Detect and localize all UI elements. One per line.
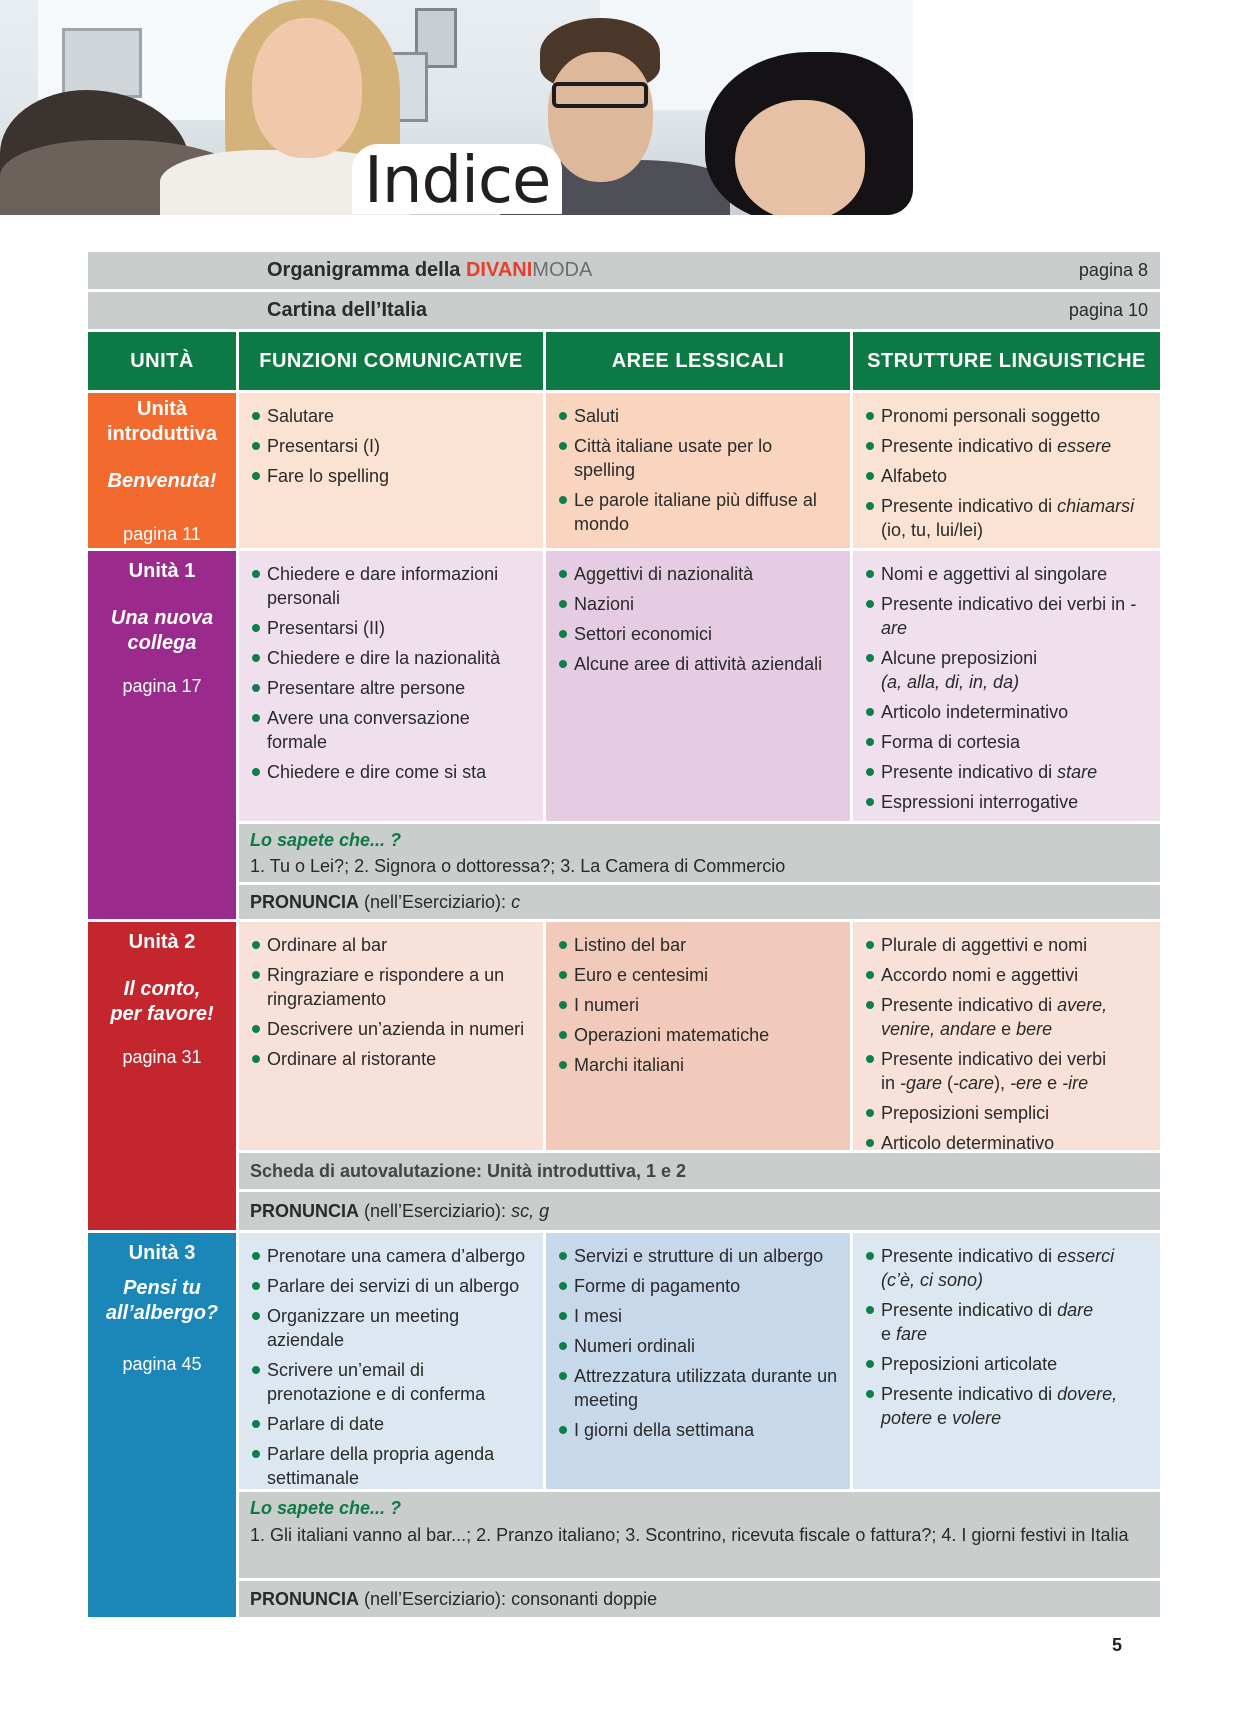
list-item: Alfabeto bbox=[864, 464, 1148, 488]
unit-1-name: Unità 1 bbox=[128, 560, 196, 582]
unit-intro-page: pagina 11 bbox=[123, 524, 201, 544]
list-item: Pronomi personali soggetto bbox=[864, 404, 1148, 428]
sapete-label: Lo sapete che... ? bbox=[250, 1498, 402, 1518]
unit-1-funzioni bbox=[239, 551, 543, 821]
list-item: Articolo indeterminativo bbox=[864, 700, 1148, 724]
organigramma-page: pagina 8 bbox=[1078, 260, 1148, 280]
list-item: Le parole italiane più diffuse al mondo bbox=[557, 488, 838, 536]
list-item: Numeri ordinali bbox=[557, 1334, 838, 1358]
unit-2-page: pagina 31 bbox=[122, 1047, 202, 1067]
list-item: Salutare bbox=[250, 404, 531, 428]
list-item: Fare lo spelling bbox=[250, 464, 531, 488]
list-item: Preposizioni articolate bbox=[864, 1352, 1148, 1376]
list-item: Attrezzatura utilizzata durante un meeting bbox=[557, 1364, 838, 1412]
unit-intro-subtitle: Benvenuta! bbox=[107, 470, 217, 492]
list-item: Espressioni interrogative bbox=[864, 790, 1148, 814]
unit-1-aree bbox=[546, 551, 850, 821]
list-item: Ordinare al bar bbox=[250, 933, 531, 957]
page-number: 5 bbox=[1112, 1635, 1123, 1655]
page-title: Indice bbox=[352, 144, 562, 214]
unit-2-side[interactable] bbox=[88, 922, 236, 1230]
unit-2-name: Unità 2 bbox=[128, 931, 196, 953]
unit-3-name: Unità 3 bbox=[128, 1242, 196, 1264]
unit-2-subtitle: Il conto, per favore! bbox=[110, 978, 214, 1025]
unit-intro-name: Unità introduttiva bbox=[107, 398, 217, 445]
unit-2-scheda: Scheda di autovalutazione: Unità introduttiva, 1 e 2 bbox=[239, 1153, 1160, 1189]
unit-2-aree bbox=[546, 922, 850, 1150]
unit-3-page: pagina 45 bbox=[122, 1354, 202, 1374]
unit-3-subtitle: Pensi tu all’albergo? bbox=[105, 1277, 219, 1324]
list-item: Parlare dei servizi di un albergo bbox=[250, 1274, 531, 1298]
header-strutture: STRUTTURE LINGUISTICHE bbox=[853, 332, 1160, 390]
list-item: I mesi bbox=[557, 1304, 838, 1328]
list-item: Parlare della propria agenda settimanale bbox=[250, 1442, 531, 1490]
list-item: Nomi e aggettivi al singolare bbox=[864, 562, 1148, 586]
cartina-bar[interactable] bbox=[88, 292, 1160, 329]
unit-intro-side[interactable] bbox=[88, 393, 236, 548]
list-item: Chiedere e dare informazioni personali bbox=[250, 562, 531, 610]
list-item: Prenotare una camera d’albergo bbox=[250, 1244, 531, 1268]
header-aree: AREE LESSICALI bbox=[546, 332, 850, 390]
list-item: Presentarsi (II) bbox=[250, 616, 531, 640]
unit-3-side[interactable] bbox=[88, 1233, 236, 1617]
unit-2-funzioni bbox=[239, 922, 543, 1150]
unit-3-funzioni bbox=[239, 1233, 543, 1489]
list-item: Nazioni bbox=[557, 592, 838, 616]
unit-2-pronuncia: PRONUNCIA (nell’Eserciziario): sc, g bbox=[239, 1192, 1160, 1230]
unit-3-sapete bbox=[239, 1492, 1160, 1578]
list-item: Chiedere e dire come si sta bbox=[250, 760, 531, 784]
unit-3-strutture bbox=[853, 1233, 1160, 1489]
cartina-page: pagina 10 bbox=[1068, 300, 1148, 320]
unit-3-pronuncia: PRONUNCIA (nell’Eserciziario): consonanti doppie bbox=[239, 1581, 1160, 1617]
list-item: Forma di cortesia bbox=[864, 730, 1148, 754]
list-item: Presente indicativo di esserci (c’è, ci sono) bbox=[864, 1244, 1148, 1292]
unit-1-side[interactable] bbox=[88, 551, 236, 919]
sapete-text: 1. Gli italiani vanno al bar...; 2. Pranzo italiano; 3. Scontrino, ricevuta fiscale o fattura?; 4. I giorni festivi in Italia bbox=[250, 1525, 1129, 1545]
unit-intro-aree bbox=[546, 393, 850, 548]
list-item: Presente indicativo di essere bbox=[864, 434, 1148, 458]
list-item: Presente indicativo di avere, venire, andare e bere bbox=[864, 993, 1148, 1041]
list-item: Preposizioni semplici bbox=[864, 1101, 1148, 1125]
unit-2-strutture bbox=[853, 922, 1160, 1153]
list-item: Presente indicativo di dovere, potere e volere bbox=[864, 1382, 1148, 1430]
list-item: Operazioni matematiche bbox=[557, 1023, 838, 1047]
list-item: Ordinare al ristorante bbox=[250, 1047, 531, 1071]
unit-3-aree bbox=[546, 1233, 850, 1489]
cartina-title: Cartina dell’Italia bbox=[267, 299, 428, 321]
sapete-label: Lo sapete che... ? bbox=[250, 830, 402, 850]
unit-1-strutture bbox=[853, 551, 1160, 821]
header-unita: UNITÀ bbox=[88, 332, 236, 390]
list-item: Presente indicativo di chiamarsi (io, tu, lui/lei) bbox=[864, 494, 1148, 542]
unit-1-page: pagina 17 bbox=[122, 676, 202, 696]
list-item: Presentare altre persone bbox=[250, 676, 531, 700]
list-item: Descrivere un’azienda in numeri bbox=[250, 1017, 531, 1041]
list-item: Saluti bbox=[557, 404, 838, 428]
list-item: Scrivere un’email di prenotazione e di conferma bbox=[250, 1358, 531, 1406]
list-item: Città italiane usate per lo spelling bbox=[557, 434, 838, 482]
list-item: Presente indicativo dei verbi in -are bbox=[864, 592, 1148, 640]
list-item: Articolo determinativo bbox=[864, 1131, 1148, 1155]
list-item: Plurale di aggettivi e nomi bbox=[864, 933, 1148, 957]
sapete-text: 1. Tu o Lei?; 2. Signora o dottoressa?; 3. La Camera di Commercio bbox=[250, 856, 786, 876]
list-item: Ringraziare e rispondere a un ringraziamento bbox=[250, 963, 531, 1011]
header-funzioni: FUNZIONI COMUNICATIVE bbox=[239, 332, 543, 390]
list-item: Euro e centesimi bbox=[557, 963, 838, 987]
list-item: Organizzare un meeting aziendale bbox=[250, 1304, 531, 1352]
list-item: Presente indicativo di dare e fare bbox=[864, 1298, 1148, 1346]
list-item: Chiedere e dire la nazionalità bbox=[250, 646, 531, 670]
list-item: Listino del bar bbox=[557, 933, 838, 957]
list-item: Forme di pagamento bbox=[557, 1274, 838, 1298]
list-item: Alcune preposizioni (a, alla, di, in, da) bbox=[864, 646, 1148, 694]
list-item: Accordo nomi e aggettivi bbox=[864, 963, 1148, 987]
list-item: Aggettivi di nazionalità bbox=[557, 562, 838, 586]
list-item: Presentarsi (I) bbox=[250, 434, 531, 458]
list-item: I giorni della settimana bbox=[557, 1418, 838, 1442]
list-item: Presente indicativo di stare bbox=[864, 760, 1148, 784]
list-item: Avere una conversazione formale bbox=[250, 706, 531, 754]
unit-intro-funzioni bbox=[239, 393, 543, 548]
unit-1-sapete bbox=[239, 824, 1160, 882]
organigramma-bar[interactable] bbox=[88, 252, 1160, 289]
list-item: Marchi italiani bbox=[557, 1053, 838, 1077]
organigramma-title: Organigramma della DIVANIMODA bbox=[267, 259, 593, 281]
list-item: I numeri bbox=[557, 993, 838, 1017]
unit-intro-strutture bbox=[853, 393, 1160, 548]
list-item: Parlare di date bbox=[250, 1412, 531, 1436]
list-item: Servizi e strutture di un albergo bbox=[557, 1244, 838, 1268]
list-item: Settori economici bbox=[557, 622, 838, 646]
unit-1-subtitle: Una nuova collega bbox=[110, 607, 214, 654]
unit-1-pronuncia: PRONUNCIA (nell’Eserciziario): c bbox=[239, 885, 1160, 919]
list-item: Alcune aree di attività aziendali bbox=[557, 652, 838, 676]
list-item: Presente indicativo dei verbi in -gare (-care), -ere e -ire bbox=[864, 1047, 1148, 1095]
